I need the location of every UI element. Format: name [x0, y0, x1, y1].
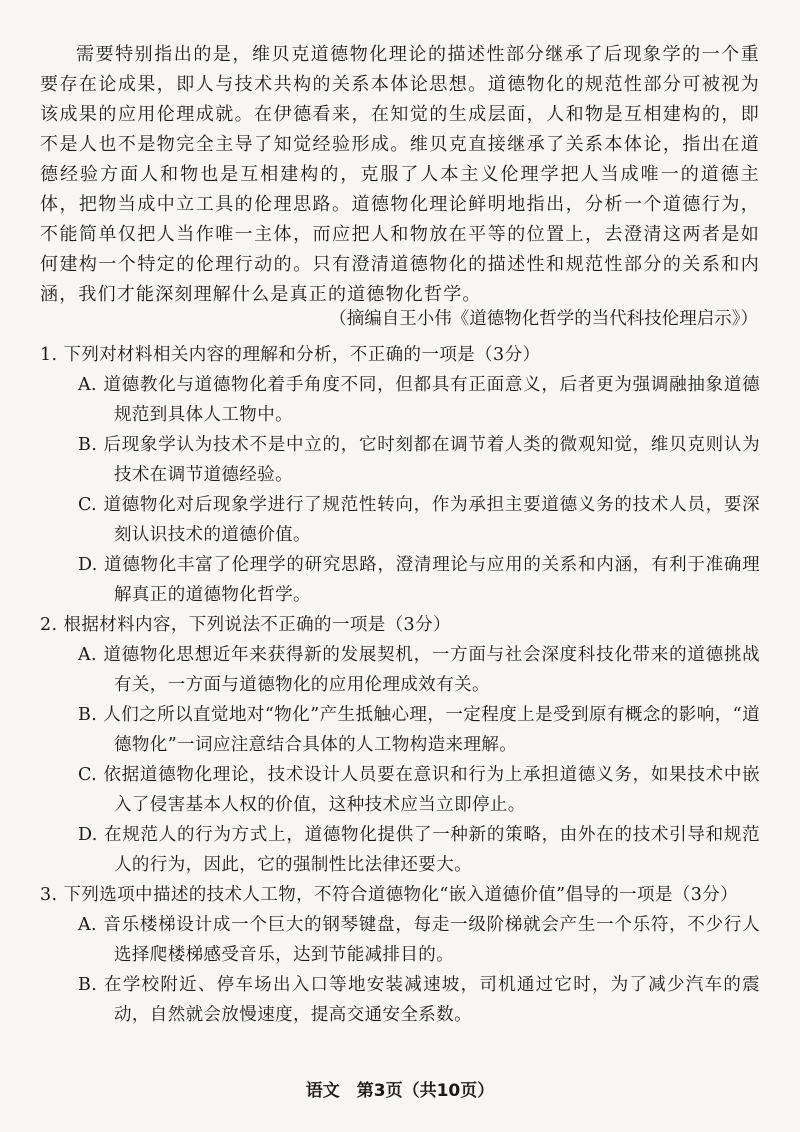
option-b: B. 后现象学认为技术不是中立的，它时刻都在调节着人类的微观知觉，维贝克则认为技术在调节道德经验。 [78, 435, 760, 485]
option-c: C. 道德物化对后现象学进行了规范性转向，作为承担主要道德义务的技术人员，要深刻认识技术的道德价值。 [78, 495, 760, 545]
passage-text: 需要特别指出的是，维贝克道德物化理论的描述性部分继承了后现象学的一个重要存在论成果，即人与技术共构的关系本体论思想。道德物化的规范性部分可被视为该成果的应用伦理成就。在伊德看来，在知觉的生成层面，人和物是互相建构的，即不是人也不是物完全主导了知觉经验形成。维贝克直接继承了关系本体论，指出在道德经验方面人和物也是互相建构的，克服了人本主义伦理学把人当成唯一的道德主体，把物当成中立工具的伦理思路。道德物化理论鲜明地指出，分析一个道德行为，不能简单仅把人当作唯一主体，而应把人和物放在平等的位置上，去澄清这两者是如何建构一个特定的伦理行动的。只有澄清道德物化的描述性和规范性部分的关系和内涵，我们才能深刻理解什么是真正的道德物化哲学。 [40, 44, 760, 305]
option-b: B. 人们之所以直觉地对“物化”产生抵触心理，一定程度上是受到原有概念的影响，“道德物化”一词应注意结合具体的人工物构造来理解。 [78, 705, 760, 755]
option-d: D. 道德物化丰富了伦理学的研究思路，澄清理论与应用的关系和内涵，有利于准确理解真正的道德物化哲学。 [78, 555, 760, 605]
passage-paragraph [40, 40, 760, 310]
question-2 [40, 610, 760, 880]
passage-source: （摘编自王小伟《道德物化哲学的当代科技伦理启示》） [329, 309, 758, 329]
question-stem: 3. 下列选项中描述的技术人工物，不符合道德物化“嵌入道德价值”倡导的一项是（3分） [40, 885, 739, 905]
question-1 [40, 340, 760, 610]
question-stem: 1. 下列对材料相关内容的理解和分析，不正确的一项是（3分） [40, 345, 541, 365]
page-footer: 语文 第3页（共10页） [305, 1081, 495, 1101]
option-c: C. 依据道德物化理论，技术设计人员要在意识和行为上承担道德义务，如果技术中嵌入了侵害基本人权的价值，这种技术应当立即停止。 [78, 765, 760, 815]
question-3 [40, 880, 760, 1030]
question-stem: 2. 根据材料内容，下列说法不正确的一项是（3分） [40, 615, 451, 635]
option-d: D. 在规范人的行为方式上，道德物化提供了一种新的策略，由外在的技术引导和规范人的行为，因此，它的强制性比法律还要大。 [78, 825, 760, 875]
option-b: B. 在学校附近、停车场出入口等地安装减速坡，司机通过它时，为了减少汽车的震动，自然就会放慢速度，提高交通安全系数。 [78, 975, 760, 1025]
option-a: A. 道德教化与道德物化着手角度不同，但都具有正面意义，后者更为强调融抽象道德规范到具体人工物中。 [78, 375, 760, 425]
option-a: A. 道德物化思想近年来获得新的发展契机，一方面与社会深度科技化带来的道德挑战有关，一方面与道德物化的应用伦理成效有关。 [78, 645, 760, 695]
option-a: A. 音乐楼梯设计成一个巨大的钢琴键盘，每走一级阶梯就会产生一个乐符，不少行人选择爬楼梯感受音乐，达到节能减排目的。 [78, 915, 760, 965]
